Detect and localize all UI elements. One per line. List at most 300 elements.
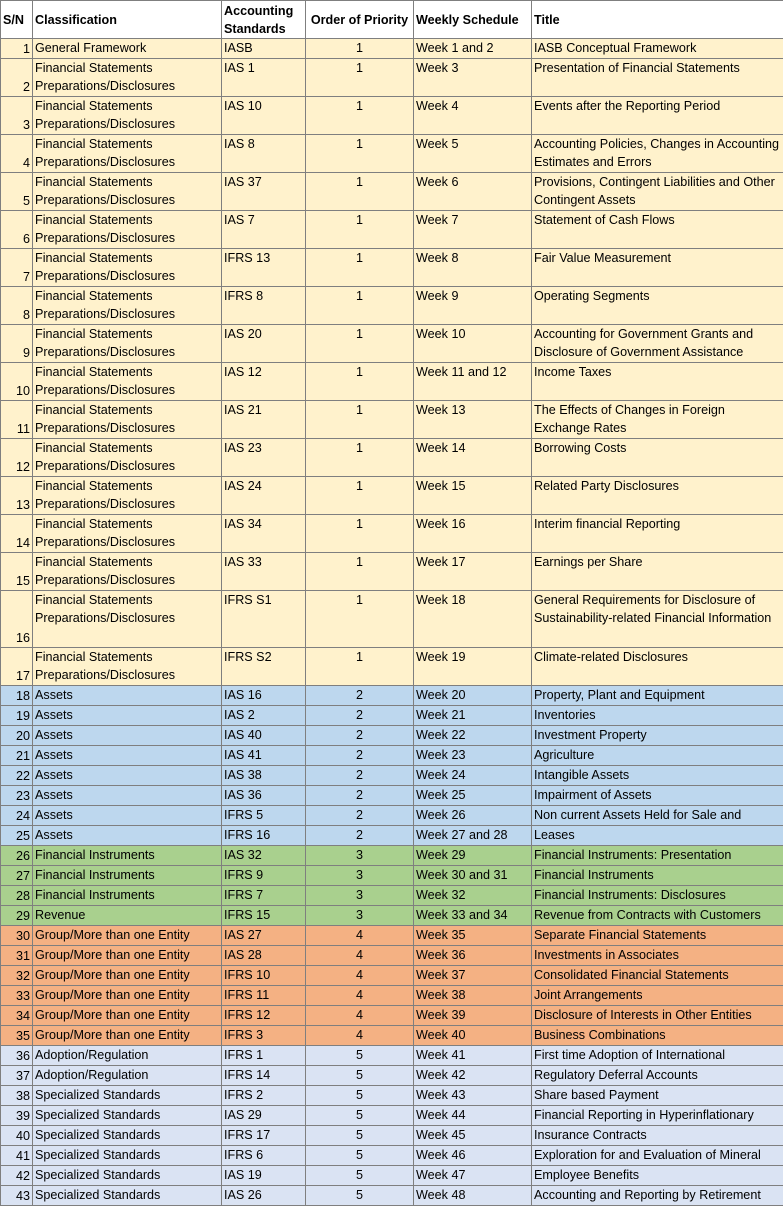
cell-title: Accounting and Reporting by Retirement (532, 1186, 783, 1206)
cell-classification: Financial Statements Preparations/Disclosures (33, 59, 222, 97)
cell-schedule: Week 47 (414, 1166, 532, 1186)
cell-sn: 24 (1, 806, 33, 826)
table-row (1, 135, 783, 173)
table-row (1, 726, 783, 746)
cell-standard: IFRS 10 (222, 966, 306, 986)
table-row (1, 946, 783, 966)
header-sn: S/N (1, 1, 33, 39)
cell-classification: Assets (33, 786, 222, 806)
cell-classification: Financial Statements Preparations/Disclosures (33, 173, 222, 211)
cell-schedule: Week 20 (414, 686, 532, 706)
cell-schedule: Week 5 (414, 135, 532, 173)
cell-standard: IAS 8 (222, 135, 306, 173)
cell-sn: 37 (1, 1066, 33, 1086)
cell-standard: IFRS 14 (222, 1066, 306, 1086)
cell-priority: 1 (306, 363, 414, 401)
cell-priority: 1 (306, 439, 414, 477)
cell-classification: Assets (33, 766, 222, 786)
cell-standard: IAS 21 (222, 401, 306, 439)
cell-sn: 19 (1, 706, 33, 726)
table-row (1, 986, 783, 1006)
cell-title: Related Party Disclosures (532, 477, 783, 515)
cell-title: Joint Arrangements (532, 986, 783, 1006)
cell-sn: 23 (1, 786, 33, 806)
cell-priority: 2 (306, 766, 414, 786)
cell-priority: 2 (306, 746, 414, 766)
cell-title: Exploration for and Evaluation of Mineral (532, 1146, 783, 1166)
cell-sn: 30 (1, 926, 33, 946)
cell-priority: 1 (306, 591, 414, 648)
cell-title: IASB Conceptual Framework (532, 39, 783, 59)
cell-title: Inventories (532, 706, 783, 726)
cell-schedule: Week 4 (414, 97, 532, 135)
cell-title: Accounting for Government Grants and Disclosure of Government Assistance (532, 325, 783, 363)
header-classification: Classification (33, 1, 222, 39)
table-row (1, 1186, 783, 1206)
cell-sn: 16 (1, 591, 33, 648)
cell-title: Investment Property (532, 726, 783, 746)
cell-title: Events after the Reporting Period (532, 97, 783, 135)
cell-standard: IAS 33 (222, 553, 306, 591)
cell-sn: 13 (1, 477, 33, 515)
cell-classification: Financial Instruments (33, 846, 222, 866)
cell-sn: 29 (1, 906, 33, 926)
cell-schedule: Week 43 (414, 1086, 532, 1106)
table-row (1, 591, 783, 648)
cell-schedule: Week 24 (414, 766, 532, 786)
cell-title: Financial Instruments: Disclosures (532, 886, 783, 906)
cell-title: Agriculture (532, 746, 783, 766)
cell-schedule: Week 26 (414, 806, 532, 826)
cell-schedule: Week 13 (414, 401, 532, 439)
cell-title: Financial Instruments: Presentation (532, 846, 783, 866)
cell-title: First time Adoption of International (532, 1046, 783, 1066)
cell-priority: 1 (306, 59, 414, 97)
cell-standard: IFRS 5 (222, 806, 306, 826)
table-row (1, 786, 783, 806)
cell-priority: 2 (306, 706, 414, 726)
table-row (1, 477, 783, 515)
table-row (1, 846, 783, 866)
cell-schedule: Week 45 (414, 1126, 532, 1146)
cell-classification: Group/More than one Entity (33, 1026, 222, 1046)
cell-classification: Financial Statements Preparations/Disclosures (33, 401, 222, 439)
table-row (1, 401, 783, 439)
cell-schedule: Week 23 (414, 746, 532, 766)
cell-standard: IASB (222, 39, 306, 59)
header-priority: Order of Priority (306, 1, 414, 39)
cell-priority: 4 (306, 986, 414, 1006)
cell-schedule: Week 29 (414, 846, 532, 866)
cell-standard: IAS 2 (222, 706, 306, 726)
cell-sn: 33 (1, 986, 33, 1006)
table-row (1, 826, 783, 846)
cell-sn: 15 (1, 553, 33, 591)
cell-classification: Financial Statements Preparations/Disclosures (33, 477, 222, 515)
table-row (1, 1026, 783, 1046)
cell-title: Regulatory Deferral Accounts (532, 1066, 783, 1086)
header-schedule: Weekly Schedule (414, 1, 532, 39)
cell-standard: IAS 16 (222, 686, 306, 706)
cell-standard: IFRS 11 (222, 986, 306, 1006)
cell-title: Share based Payment (532, 1086, 783, 1106)
cell-sn: 7 (1, 249, 33, 287)
cell-title: Separate Financial Statements (532, 926, 783, 946)
table-row (1, 926, 783, 946)
cell-standard: IFRS 17 (222, 1126, 306, 1146)
cell-classification: Financial Statements Preparations/Disclosures (33, 363, 222, 401)
table-row (1, 211, 783, 249)
cell-schedule: Week 10 (414, 325, 532, 363)
cell-classification: Financial Statements Preparations/Disclosures (33, 325, 222, 363)
cell-schedule: Week 3 (414, 59, 532, 97)
cell-classification: Specialized Standards (33, 1126, 222, 1146)
cell-classification: Specialized Standards (33, 1106, 222, 1126)
cell-title: Fair Value Measurement (532, 249, 783, 287)
cell-priority: 1 (306, 325, 414, 363)
cell-priority: 2 (306, 786, 414, 806)
cell-priority: 5 (306, 1046, 414, 1066)
cell-schedule: Week 6 (414, 173, 532, 211)
table-row (1, 706, 783, 726)
cell-priority: 2 (306, 686, 414, 706)
cell-standard: IAS 38 (222, 766, 306, 786)
cell-sn: 34 (1, 1006, 33, 1026)
cell-sn: 9 (1, 325, 33, 363)
cell-priority: 1 (306, 648, 414, 686)
table-row (1, 1006, 783, 1026)
table-row (1, 1106, 783, 1126)
table-row (1, 886, 783, 906)
cell-standard: IAS 27 (222, 926, 306, 946)
cell-priority: 4 (306, 966, 414, 986)
cell-sn: 3 (1, 97, 33, 135)
cell-schedule: Week 39 (414, 1006, 532, 1026)
cell-sn: 31 (1, 946, 33, 966)
cell-classification: Group/More than one Entity (33, 946, 222, 966)
cell-title: Intangible Assets (532, 766, 783, 786)
cell-title: The Effects of Changes in Foreign Exchange Rates (532, 401, 783, 439)
cell-title: Presentation of Financial Statements (532, 59, 783, 97)
table-row (1, 249, 783, 287)
cell-title: Impairment of Assets (532, 786, 783, 806)
cell-classification: Financial Statements Preparations/Disclosures (33, 515, 222, 553)
cell-title: Revenue from Contracts with Customers (532, 906, 783, 926)
cell-priority: 3 (306, 866, 414, 886)
cell-classification: Financial Instruments (33, 886, 222, 906)
table-row (1, 97, 783, 135)
cell-title: Business Combinations (532, 1026, 783, 1046)
cell-priority: 1 (306, 39, 414, 59)
cell-schedule: Week 19 (414, 648, 532, 686)
cell-title: General Requirements for Disclosure of Sustainability-related Financial Information (532, 591, 783, 648)
cell-sn: 8 (1, 287, 33, 325)
table-row (1, 686, 783, 706)
cell-classification: Financial Statements Preparations/Disclosures (33, 135, 222, 173)
table-body (1, 39, 783, 1206)
cell-title: Non current Assets Held for Sale and (532, 806, 783, 826)
table-row (1, 287, 783, 325)
cell-schedule: Week 27 and 28 (414, 826, 532, 846)
cell-standard: IAS 40 (222, 726, 306, 746)
cell-priority: 4 (306, 926, 414, 946)
cell-schedule: Week 38 (414, 986, 532, 1006)
cell-classification: Assets (33, 826, 222, 846)
table-row (1, 746, 783, 766)
table-row (1, 906, 783, 926)
cell-title: Insurance Contracts (532, 1126, 783, 1146)
table-row (1, 59, 783, 97)
cell-sn: 18 (1, 686, 33, 706)
cell-classification: Financial Statements Preparations/Disclosures (33, 648, 222, 686)
cell-sn: 25 (1, 826, 33, 846)
cell-standard: IAS 29 (222, 1106, 306, 1126)
cell-sn: 2 (1, 59, 33, 97)
cell-sn: 35 (1, 1026, 33, 1046)
cell-classification: Specialized Standards (33, 1186, 222, 1206)
header-row (1, 1, 783, 39)
cell-standard: IFRS 15 (222, 906, 306, 926)
cell-sn: 10 (1, 363, 33, 401)
cell-sn: 26 (1, 846, 33, 866)
cell-standard: IAS 10 (222, 97, 306, 135)
cell-classification: Revenue (33, 906, 222, 926)
cell-sn: 20 (1, 726, 33, 746)
cell-standard: IFRS S1 (222, 591, 306, 648)
cell-standard: IAS 37 (222, 173, 306, 211)
cell-schedule: Week 35 (414, 926, 532, 946)
cell-standard: IAS 12 (222, 363, 306, 401)
cell-sn: 17 (1, 648, 33, 686)
cell-classification: Financial Statements Preparations/Disclosures (33, 249, 222, 287)
cell-sn: 21 (1, 746, 33, 766)
cell-classification: Group/More than one Entity (33, 986, 222, 1006)
cell-classification: Adoption/Regulation (33, 1046, 222, 1066)
cell-sn: 5 (1, 173, 33, 211)
table-row (1, 363, 783, 401)
cell-title: Climate-related Disclosures (532, 648, 783, 686)
table-row (1, 39, 783, 59)
cell-standard: IFRS 7 (222, 886, 306, 906)
cell-priority: 1 (306, 173, 414, 211)
cell-standard: IAS 19 (222, 1166, 306, 1186)
cell-schedule: Week 36 (414, 946, 532, 966)
cell-title: Earnings per Share (532, 553, 783, 591)
cell-standard: IAS 20 (222, 325, 306, 363)
cell-classification: Specialized Standards (33, 1086, 222, 1106)
cell-standard: IAS 41 (222, 746, 306, 766)
cell-schedule: Week 42 (414, 1066, 532, 1086)
cell-schedule: Week 18 (414, 591, 532, 648)
table-row (1, 648, 783, 686)
table-row (1, 1126, 783, 1146)
cell-sn: 32 (1, 966, 33, 986)
cell-schedule: Week 15 (414, 477, 532, 515)
cell-schedule: Week 9 (414, 287, 532, 325)
cell-priority: 1 (306, 515, 414, 553)
cell-sn: 22 (1, 766, 33, 786)
cell-priority: 1 (306, 287, 414, 325)
cell-standard: IAS 34 (222, 515, 306, 553)
table-row (1, 1146, 783, 1166)
cell-standard: IFRS S2 (222, 648, 306, 686)
cell-title: Accounting Policies, Changes in Accounting Estimates and Errors (532, 135, 783, 173)
cell-title: Interim financial Reporting (532, 515, 783, 553)
cell-sn: 38 (1, 1086, 33, 1106)
cell-standard: IFRS 16 (222, 826, 306, 846)
cell-priority: 1 (306, 211, 414, 249)
cell-standard: IFRS 13 (222, 249, 306, 287)
header-title: Title (532, 1, 783, 39)
cell-classification: Financial Statements Preparations/Disclosures (33, 211, 222, 249)
cell-standard: IFRS 9 (222, 866, 306, 886)
cell-schedule: Week 21 (414, 706, 532, 726)
cell-classification: Group/More than one Entity (33, 1006, 222, 1026)
cell-priority: 1 (306, 401, 414, 439)
cell-classification: Financial Instruments (33, 866, 222, 886)
cell-standard: IFRS 2 (222, 1086, 306, 1106)
cell-classification: Group/More than one Entity (33, 966, 222, 986)
cell-title: Operating Segments (532, 287, 783, 325)
cell-sn: 41 (1, 1146, 33, 1166)
table-row (1, 439, 783, 477)
cell-schedule: Week 1 and 2 (414, 39, 532, 59)
table-row (1, 1086, 783, 1106)
cell-title: Disclosure of Interests in Other Entities (532, 1006, 783, 1026)
cell-title: Leases (532, 826, 783, 846)
cell-schedule: Week 37 (414, 966, 532, 986)
cell-schedule: Week 33 and 34 (414, 906, 532, 926)
cell-priority: 3 (306, 906, 414, 926)
cell-sn: 40 (1, 1126, 33, 1146)
table-row (1, 515, 783, 553)
cell-standard: IAS 23 (222, 439, 306, 477)
table-row (1, 173, 783, 211)
cell-sn: 27 (1, 866, 33, 886)
cell-priority: 4 (306, 1006, 414, 1026)
table-row (1, 553, 783, 591)
cell-schedule: Week 14 (414, 439, 532, 477)
cell-standard: IAS 32 (222, 846, 306, 866)
cell-schedule: Week 46 (414, 1146, 532, 1166)
cell-priority: 5 (306, 1166, 414, 1186)
table-row (1, 966, 783, 986)
cell-classification: Financial Statements Preparations/Disclosures (33, 591, 222, 648)
cell-classification: Group/More than one Entity (33, 926, 222, 946)
cell-title: Consolidated Financial Statements (532, 966, 783, 986)
cell-schedule: Week 32 (414, 886, 532, 906)
table-row (1, 766, 783, 786)
cell-sn: 39 (1, 1106, 33, 1126)
cell-sn: 1 (1, 39, 33, 59)
cell-classification: Assets (33, 726, 222, 746)
cell-title: Property, Plant and Equipment (532, 686, 783, 706)
cell-standard: IFRS 3 (222, 1026, 306, 1046)
cell-priority: 1 (306, 249, 414, 287)
cell-classification: Financial Statements Preparations/Disclosures (33, 553, 222, 591)
cell-classification: Specialized Standards (33, 1166, 222, 1186)
cell-priority: 5 (306, 1146, 414, 1166)
cell-standard: IAS 24 (222, 477, 306, 515)
table-row (1, 1066, 783, 1086)
cell-priority: 1 (306, 135, 414, 173)
cell-standard: IFRS 1 (222, 1046, 306, 1066)
table-row (1, 806, 783, 826)
cell-priority: 5 (306, 1126, 414, 1146)
cell-priority: 5 (306, 1066, 414, 1086)
cell-sn: 42 (1, 1166, 33, 1186)
cell-schedule: Week 8 (414, 249, 532, 287)
cell-schedule: Week 7 (414, 211, 532, 249)
cell-classification: Financial Statements Preparations/Disclosures (33, 97, 222, 135)
cell-schedule: Week 48 (414, 1186, 532, 1206)
cell-title: Income Taxes (532, 363, 783, 401)
cell-classification: Assets (33, 806, 222, 826)
cell-title: Statement of Cash Flows (532, 211, 783, 249)
cell-classification: Assets (33, 746, 222, 766)
cell-priority: 4 (306, 946, 414, 966)
header-standards: Accounting Standards (222, 1, 306, 39)
cell-sn: 14 (1, 515, 33, 553)
cell-priority: 5 (306, 1106, 414, 1126)
cell-classification: Assets (33, 686, 222, 706)
cell-title: Financial Instruments (532, 866, 783, 886)
cell-schedule: Week 11 and 12 (414, 363, 532, 401)
cell-schedule: Week 44 (414, 1106, 532, 1126)
cell-sn: 4 (1, 135, 33, 173)
cell-standard: IAS 7 (222, 211, 306, 249)
table-row (1, 1166, 783, 1186)
cell-classification: Financial Statements Preparations/Disclosures (33, 287, 222, 325)
cell-classification: Specialized Standards (33, 1146, 222, 1166)
cell-standard: IFRS 8 (222, 287, 306, 325)
cell-title: Investments in Associates (532, 946, 783, 966)
cell-title: Provisions, Contingent Liabilities and Other Contingent Assets (532, 173, 783, 211)
cell-classification: Financial Statements Preparations/Disclosures (33, 439, 222, 477)
cell-priority: 3 (306, 846, 414, 866)
cell-priority: 1 (306, 477, 414, 515)
cell-schedule: Week 40 (414, 1026, 532, 1046)
table-row (1, 325, 783, 363)
cell-schedule: Week 22 (414, 726, 532, 746)
cell-classification: Assets (33, 706, 222, 726)
cell-standard: IFRS 6 (222, 1146, 306, 1166)
cell-schedule: Week 41 (414, 1046, 532, 1066)
cell-priority: 5 (306, 1086, 414, 1106)
cell-title: Borrowing Costs (532, 439, 783, 477)
cell-sn: 6 (1, 211, 33, 249)
cell-standard: IAS 36 (222, 786, 306, 806)
cell-classification: Adoption/Regulation (33, 1066, 222, 1086)
cell-priority: 4 (306, 1026, 414, 1046)
cell-priority: 5 (306, 1186, 414, 1206)
cell-standard: IAS 1 (222, 59, 306, 97)
cell-sn: 36 (1, 1046, 33, 1066)
cell-priority: 3 (306, 886, 414, 906)
cell-standard: IAS 26 (222, 1186, 306, 1206)
cell-standard: IAS 28 (222, 946, 306, 966)
cell-schedule: Week 16 (414, 515, 532, 553)
cell-standard: IFRS 12 (222, 1006, 306, 1026)
cell-priority: 2 (306, 826, 414, 846)
cell-schedule: Week 17 (414, 553, 532, 591)
cell-sn: 28 (1, 886, 33, 906)
cell-title: Employee Benefits (532, 1166, 783, 1186)
cell-priority: 2 (306, 726, 414, 746)
cell-schedule: Week 30 and 31 (414, 866, 532, 886)
cell-priority: 1 (306, 553, 414, 591)
table-row (1, 1046, 783, 1066)
